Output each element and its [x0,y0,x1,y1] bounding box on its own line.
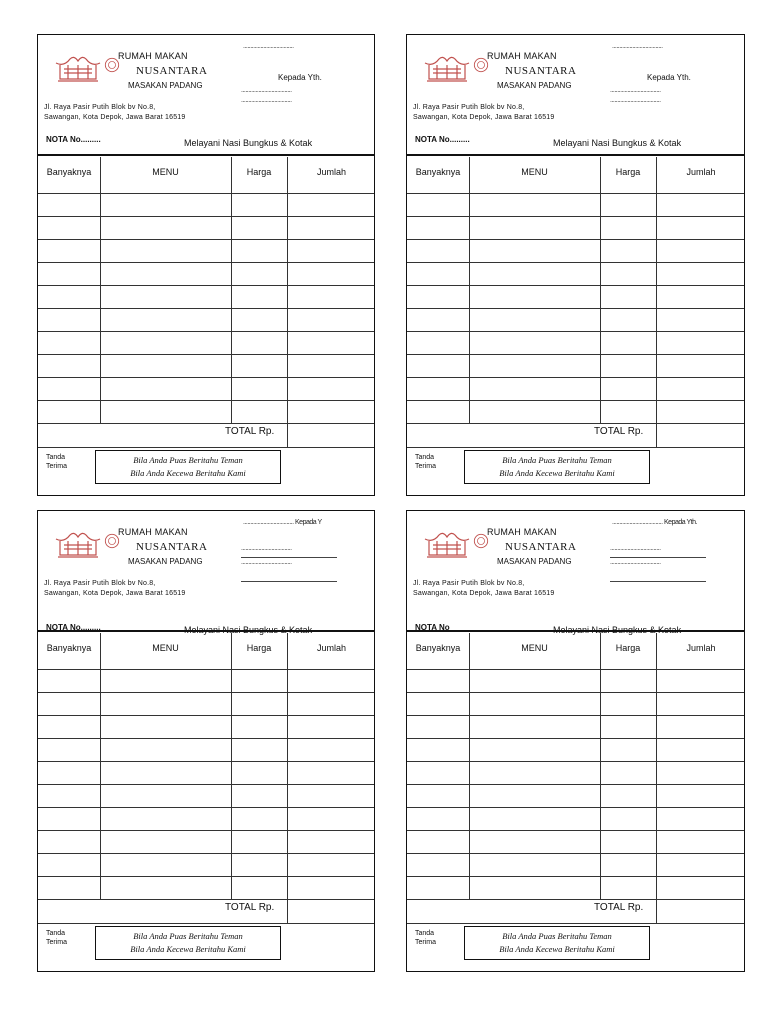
restaurant-name: NUSANTARA [505,541,577,553]
total-label: TOTAL Rp. [594,902,644,913]
recipient-dots-2: ................................... [241,97,292,104]
column-price: Harga [246,167,272,177]
row-divider [407,899,744,900]
service-description: Melayani Nasi Bungkus & Kotak [553,625,682,635]
signature-label-line-2: Terima [46,939,68,946]
header-divider [407,630,744,632]
column-quantity: Banyaknya [46,643,92,653]
row-divider [407,761,744,762]
total-row-divider [38,923,374,924]
header-divider [38,630,374,632]
column-quantity: Banyaknya [46,167,92,177]
column-amount: Jumlah [686,167,716,177]
invoice-number: NOTA No......... [415,135,470,144]
row-divider [38,285,374,286]
header-row-divider [407,669,744,670]
row-divider [407,308,744,309]
recipient-date-dots: ................................... Kepada Yth. [612,519,697,526]
address-line-1: Jl. Raya Pasir Putih Blok bv No.8, [413,104,525,111]
column-price: Harga [615,167,641,177]
address-line-2: Sawangan, Kota Depok, Jawa Barat 16519 [44,590,186,597]
column-amount: Jumlah [316,167,346,177]
customer-message-box [95,926,281,960]
row-divider [38,876,374,877]
column-quantity: Banyaknya [415,167,461,177]
column-divider [100,157,101,423]
signature-label-line-2: Terima [415,939,437,946]
recipient-label: Kepada Yth. [278,73,322,82]
header-divider [38,154,374,156]
signature-label-line-2: Terima [415,463,437,470]
address [413,103,554,123]
row-divider [407,216,744,217]
invoice-number: NOTA No......... [46,135,101,144]
column-divider [600,157,601,423]
seal-icon [104,533,120,549]
signature-label-line-1: Tanda [46,930,66,937]
address-line-1: Jl. Raya Pasir Putih Blok bv No.8, [44,104,156,111]
customer-message-line-1: Bila Anda Puas Beritahu Teman [502,455,612,465]
column-divider [600,633,601,899]
signature-label [415,929,436,947]
rumah-gadang-logo-icon [423,49,471,85]
signature-label-line-1: Tanda [415,930,435,937]
column-price: Harga [246,643,272,653]
row-divider [38,400,374,401]
service-description: Melayani Nasi Bungkus & Kotak [184,625,313,635]
column-divider [469,633,470,899]
restaurant-name: NUSANTARA [136,541,208,553]
recipient-date-dots: ................................... Kepada Y [243,519,322,526]
rumah-gadang-logo-icon [423,525,471,561]
seal-icon [104,57,120,73]
column-amount: Jumlah [686,643,716,653]
restaurant-label: RUMAH MAKAN [487,527,557,537]
column-divider [469,157,470,423]
receipt-form [37,34,375,496]
header-divider [407,154,744,156]
recipient-dots-1: ................................... [241,545,292,552]
row-divider [407,715,744,716]
row-divider [407,784,744,785]
address-line-2: Sawangan, Kota Depok, Jawa Barat 16519 [44,114,186,121]
total-label: TOTAL Rp. [225,426,275,437]
customer-message-line-1: Bila Anda Puas Beritahu Teman [133,455,243,465]
signature-label-line-2: Terima [46,463,68,470]
seal-icon [473,533,489,549]
column-divider [656,157,657,447]
total-row-divider [407,923,744,924]
column-menu: MENU [521,167,548,177]
order-table [407,157,744,447]
row-divider [38,761,374,762]
recipient-underline-1 [610,557,706,558]
row-divider [407,377,744,378]
column-divider [231,157,232,423]
seal-icon [473,57,489,73]
row-divider [407,239,744,240]
row-divider [407,876,744,877]
recipient-underline-1 [241,557,337,558]
row-divider [38,715,374,716]
row-divider [407,354,744,355]
row-divider [407,692,744,693]
customer-message-line-2: Bila Anda Kecewa Beritahu Kami [499,944,615,954]
row-divider [38,308,374,309]
address [44,579,185,599]
row-divider [407,400,744,401]
signature-label-line-1: Tanda [46,454,66,461]
order-table [407,633,744,923]
rumah-gadang-logo-icon [54,525,102,561]
column-divider [656,633,657,923]
customer-message-line-1: Bila Anda Puas Beritahu Teman [502,931,612,941]
row-divider [38,423,374,424]
row-divider [407,285,744,286]
recipient-dots-2: ................................... [610,97,661,104]
address [44,103,185,123]
recipient-date-dots: ................................... [612,43,663,50]
row-divider [38,784,374,785]
recipient-dots-1: ................................... [610,87,661,94]
row-divider [38,692,374,693]
recipient-dots-2: ................................... [241,559,292,566]
service-description: Melayani Nasi Bungkus & Kotak [184,138,313,148]
column-amount: Jumlah [316,643,346,653]
header-row-divider [38,193,374,194]
address-line-1: Jl. Raya Pasir Putih Blok bv No.8, [44,580,156,587]
restaurant-label: RUMAH MAKAN [487,51,557,61]
cuisine-label: MASAKAN PADANG [128,557,203,566]
column-menu: MENU [152,643,179,653]
customer-message-line-2: Bila Anda Kecewa Beritahu Kami [130,944,246,954]
recipient-date-dots: ................................... [243,43,294,50]
column-price: Harga [615,643,641,653]
receipt-form [406,34,745,496]
address-line-2: Sawangan, Kota Depok, Jawa Barat 16519 [413,114,555,121]
row-divider [38,738,374,739]
order-table [38,157,374,447]
row-divider [38,853,374,854]
column-divider [231,633,232,899]
rumah-gadang-logo-icon [54,49,102,85]
restaurant-label: RUMAH MAKAN [118,51,188,61]
invoice-number: NOTA No......... [46,623,101,632]
total-label: TOTAL Rp. [594,426,644,437]
signature-label-line-1: Tanda [415,454,435,461]
row-divider [407,830,744,831]
signature-label [46,929,67,947]
row-divider [38,830,374,831]
signature-label [415,453,436,471]
restaurant-label: RUMAH MAKAN [118,527,188,537]
row-divider [38,331,374,332]
customer-message-line-2: Bila Anda Kecewa Beritahu Kami [130,468,246,478]
recipient-dots-1: ................................... [610,545,661,552]
row-divider [38,807,374,808]
recipient-label: Kepada Yth. [647,73,691,82]
header-row-divider [38,669,374,670]
row-divider [38,377,374,378]
total-row-divider [407,447,744,448]
recipient-dots-1: ................................... [241,87,292,94]
invoice-number: NOTA No [415,623,450,632]
recipient-underline-2 [610,581,706,582]
column-divider [287,633,288,923]
row-divider [407,423,744,424]
cuisine-label: MASAKAN PADANG [128,81,203,90]
total-label: TOTAL Rp. [225,902,275,913]
cuisine-label: MASAKAN PADANG [497,557,572,566]
address-line-2: Sawangan, Kota Depok, Jawa Barat 16519 [413,590,555,597]
row-divider [407,807,744,808]
column-quantity: Banyaknya [415,643,461,653]
customer-message-line-2: Bila Anda Kecewa Beritahu Kami [499,468,615,478]
total-row-divider [38,447,374,448]
row-divider [38,239,374,240]
row-divider [407,262,744,263]
row-divider [38,216,374,217]
column-divider [100,633,101,899]
order-table [38,633,374,923]
header-row-divider [407,193,744,194]
row-divider [38,899,374,900]
recipient-underline-2 [241,581,337,582]
service-description: Melayani Nasi Bungkus & Kotak [553,138,682,148]
row-divider [407,738,744,739]
receipt-form [37,510,375,972]
row-divider [38,262,374,263]
restaurant-name: NUSANTARA [505,65,577,77]
cuisine-label: MASAKAN PADANG [497,81,572,90]
row-divider [407,853,744,854]
customer-message-line-1: Bila Anda Puas Beritahu Teman [133,931,243,941]
receipt-form [406,510,745,972]
customer-message-box [464,926,650,960]
address-line-1: Jl. Raya Pasir Putih Blok bv No.8, [413,580,525,587]
restaurant-name: NUSANTARA [136,65,208,77]
column-menu: MENU [152,167,179,177]
row-divider [407,331,744,332]
signature-label [46,453,67,471]
customer-message-box [464,450,650,484]
recipient-dots-2: ................................... [610,559,661,566]
customer-message-box [95,450,281,484]
column-menu: MENU [521,643,548,653]
row-divider [38,354,374,355]
column-divider [287,157,288,447]
address [413,579,554,599]
